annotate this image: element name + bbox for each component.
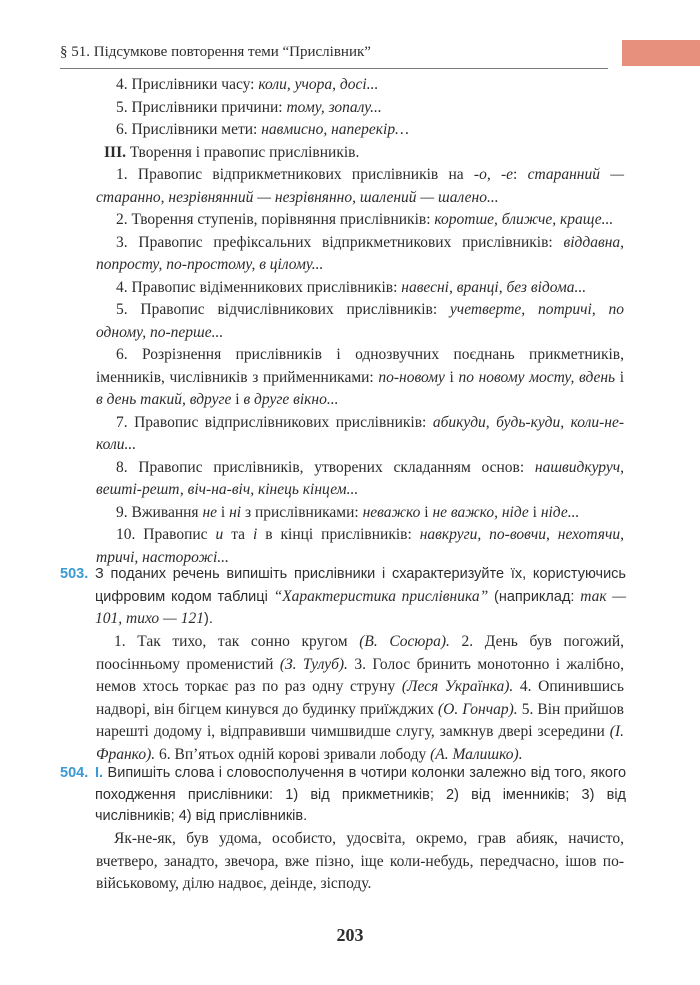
list-item: 5. Правопис відчислівникових прислівників: учетверте, потричі, по одному, по-перше... — [96, 301, 624, 341]
list-item: 10. Правопис и та і в кінці прислівників: навкруги, по-вовчи, нехотячи, тричі, насторожі... — [96, 526, 625, 566]
part-heading: III. Творення і правопис прислівників. — [104, 143, 360, 161]
list-item: 6. Розрізнення прислівників і однозвучних поєднань прикметників, іменників, числівників з прийменниками: по-новому і по новому мосту, вдень і в день такий, вдруге і в друге вікно... — [96, 346, 625, 408]
exercise-504-words — [96, 828, 624, 896]
list-item: 4. Правопис відіменникових прислівників: навесні, вранці, без відома... — [116, 278, 587, 296]
exercise-503-instruction — [60, 564, 626, 631]
exercise-words: Як-не-як, був удома, особисто, удосвіта, окремо, грав абияк, начисто, вчетверо, занадто, звечора, вже пізно, іще коли-небудь, передчасно, ішов по-військовому, ділю надвоє, деінде, зісподу. — [96, 830, 624, 892]
list-item: 4. Прислівники часу: коли, учора, досі... — [116, 76, 379, 93]
list-item: 1. Правопис відприкметникових прислівників на -о, -е: старанний — старанно, незрівнянний — незрівнянно, шалений — шалено... — [96, 166, 624, 206]
list-item: 2. Творення ступенів, порівняння прислівників: коротше, ближче, краще... — [116, 211, 614, 228]
page-header — [60, 38, 608, 69]
exercise-503-sentences — [96, 631, 624, 766]
section-list — [96, 74, 624, 569]
exercise-504-instruction — [60, 763, 626, 828]
exercise-instruction: З поданих речень випишіть прислівники і схарактеризуйте їх, користуючись цифровим кодом таблиці “Характеристика прислівника” (наприклад: так — 101, тихо — 121). — [95, 566, 627, 627]
exercise-sentences: 1. Так тихо, так сонно кругом (В. Сосюра). 2. День був погожий, поосінньому променистий (З. Тулуб). 3. Голос бринить монотонно і жалібно, немов хтось торкає раз по раз одну струну (Леся Українка). 4. Опинившись надворі, він бігцем кинувся до будинку приїжджих (О. Гончар). 5. Він прийшов нарешті додому і, відправивши чимшвидше слугу, замкнув двері зсередини (І. Франко). 6. Вп’ятьох одній корові зривали лободу (А. Малишко). — [96, 633, 625, 763]
section-title: § 51. Підсумкове повторення теми “Прислівник” — [60, 44, 371, 60]
list-item: 3. Правопис префіксальних відприкметникових прислівників: віддавна, попросту, по-простому, в цілому... — [96, 233, 625, 273]
exercise-number: 504. — [60, 765, 89, 781]
exercise-instruction: I. Випишіть слова і словосполучення в чотири колонки залежно від того, якого походження прислівники: 1) від прикметників; 2) від іменників; 3) від числівників; 4) від прислівників. — [95, 765, 627, 824]
list-item: 9. Вживання не і ні з прислівниками: неважко і не важко, ніде і ніде... — [116, 503, 580, 521]
header-color-tab — [622, 40, 700, 66]
exercise-number: 503. — [60, 566, 89, 582]
list-item: 7. Правопис відприслівникових прислівників: абикуди, будь-куди, коли-не-коли... — [96, 413, 624, 453]
page-number: 203 — [336, 925, 364, 945]
list-item: 6. Прислівники мети: навмисно, наперекір… — [116, 121, 409, 138]
list-item: 5. Прислівники причини: тому, зопалу... — [116, 98, 382, 116]
list-item: 8. Правопис прислівників, утворених складанням основ: нашвидкуруч, вешті-решт, віч-на-віч, кінець кінцем... — [96, 458, 625, 498]
